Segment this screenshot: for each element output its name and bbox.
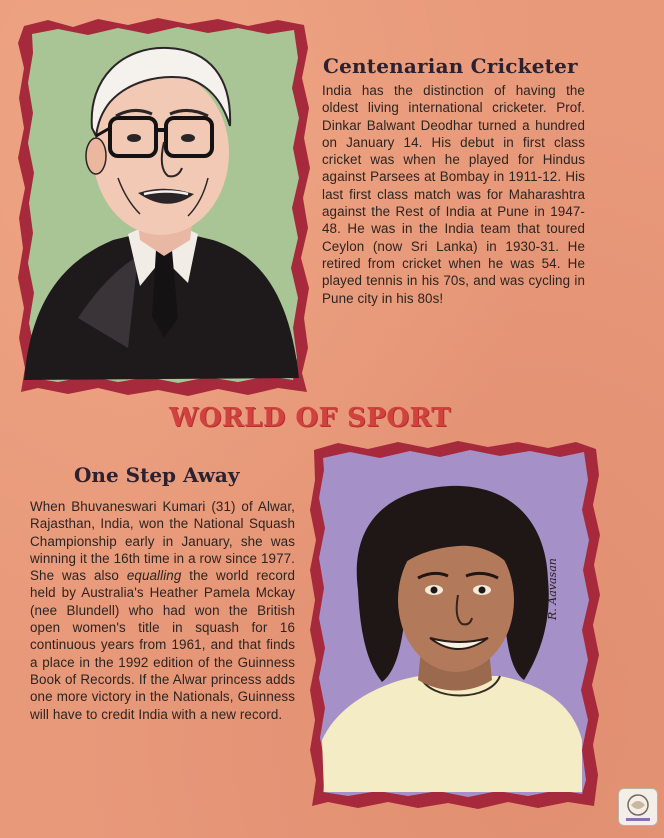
article2-body-part2: the world record held by Australia's Heather Pamela Mckay (nee Blundell) who had won the British open women's title in squash for 16 continuous years from 1961, and that finds a place in the 1992 edition of the Guinness Book of Records. If the Alwar princess adds one more victory in the Nationals, Guinness will have to credit India with a new record. bbox=[30, 568, 295, 722]
article2-body bbox=[30, 498, 295, 723]
section-title: WORLD OF SPORT bbox=[169, 403, 451, 433]
article2-body-part1: When Bhuvaneswari Kumari (31) of Alwar, Rajasthan, India, won the National Squash Championship early in January, she was winning it the 16th time in a row since 1977. She was also bbox=[30, 499, 295, 584]
article2-body-emphasis: equalling bbox=[126, 568, 182, 584]
article1-body: India has the distinction of having the oldest living international cricketer. Prof. Dinkar Balwant Deodhar turned a hundred on January 14. His debut in first class cricket was when he played for Hindus against Parsees at Bombay in 1911-12. His last first class match was for Maharashtra against the Rest of India at Pune in 1947-48. He was in the India team that toured Ceylon (now Sri Lanka) in 1930-31. He retired from cricket when he was 54. He played tennis in his 70s, and was cycling in Pune city in his 80s! bbox=[322, 83, 585, 306]
article2-headline: One Step Away bbox=[74, 463, 240, 487]
portrait-bhuvaneswari bbox=[310, 440, 600, 810]
article1-headline: Centenarian Cricketer bbox=[323, 54, 578, 78]
publisher-logo bbox=[618, 788, 658, 826]
illustration-signature: R. Aavasan bbox=[546, 558, 559, 620]
portrait-deodhar bbox=[18, 18, 310, 396]
